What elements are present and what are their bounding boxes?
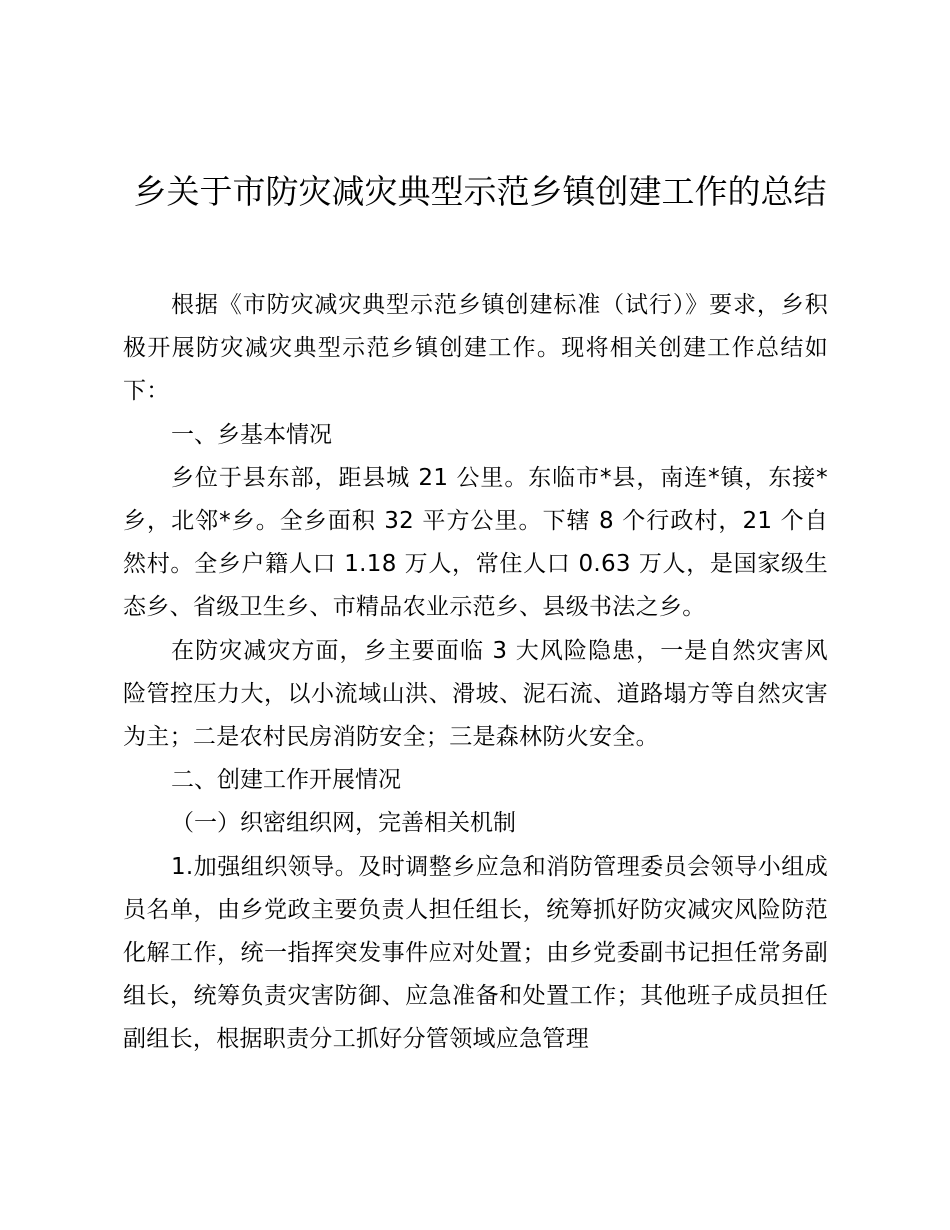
- document-body: [123, 284, 828, 1062]
- risk-paragraph: 在防灾减灾方面，乡主要面临 3 大风险隐患，一是自然灾害风险管控压力大，以小流域山洪、滑坡、泥石流、道路塌方等自然灾害为主；二是农村民房消防安全；三是森林防火安全。: [123, 637, 828, 751]
- basic-info-paragraph: 乡位于县东部，距县城 21 公里。东临市*县，南连*镇，东接*乡，北邻*乡。全乡面积 32 平方公里。下辖 8 个行政村，21 个自然村。全乡户籍人口 1.18 万人，常住人口 0.63 万人，是国家级生态乡、省级卫生乡、市精品农业示范乡、县级书法之乡。: [123, 464, 828, 621]
- document-title: 乡关于市防灾减灾典型示范乡镇创建工作的总结: [133, 172, 827, 211]
- section-heading-work: 二、创建工作开展情况: [171, 767, 401, 794]
- organization-paragraph: 1.加强组织领导。及时调整乡应急和消防管理委员会领导小组成员名单，由乡党政主要负责人担任组长，统筹抓好防灾减灾风险防范化解工作，统一指挥突发事件应对处置；由乡党委副书记担任常务副组长，统筹负责灾害防御、应急准备和处置工作；其他班子成员担任副组长，根据职责分工抓好分管领域应急管理: [123, 853, 828, 1053]
- intro-paragraph: 根据《市防灾减灾典型示范乡镇创建标准（试行）》要求，乡积极开展防灾减灾典型示范乡镇创建工作。现将相关创建工作总结如下：: [123, 292, 828, 405]
- section-heading-basic-info: 一、乡基本情况: [171, 421, 332, 448]
- subsection-heading-organization: （一）织密组织网，完善相关机制: [171, 810, 516, 837]
